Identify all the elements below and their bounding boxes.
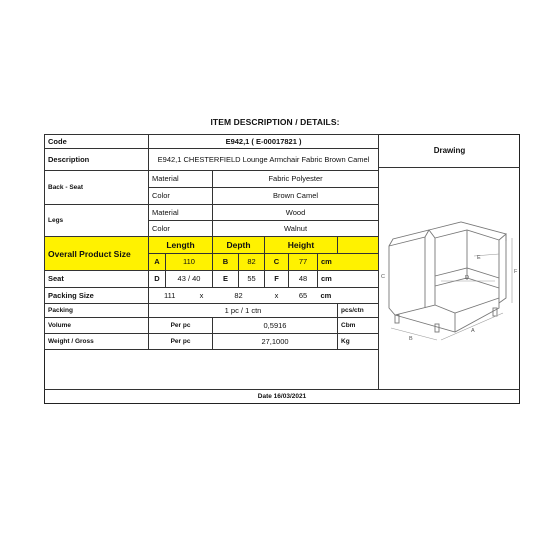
drawing-label-a: A [471,328,475,334]
volume-per: Per pc [149,318,213,334]
dim-b-value: 82 [239,254,265,271]
packing-row [45,304,379,318]
packing-size-height: 65 [289,288,318,304]
dim-d-label: D [149,271,166,288]
dim-f-label: F [265,271,289,288]
overall-unit: cm [318,254,379,271]
drawing-label-e: E [477,255,481,261]
length-header: Length [149,237,213,254]
legs-label: Legs [45,205,149,237]
armchair-drawing [379,168,521,389]
overall-size-blank [338,237,379,254]
packing-value: 1 pc / 1 ctn [149,304,338,318]
height-header: Height [265,237,338,254]
volume-value: 0,5916 [213,318,338,334]
spec-table [44,134,379,350]
code-value: E942,1 ( E-00017821 ) [149,135,379,149]
packing-unit: pcs/ctn [338,304,379,318]
weight-label: Weight / Gross [45,334,149,350]
weight-unit: Kg [338,334,379,350]
packing-label: Packing [45,304,149,318]
packing-size-row [45,288,379,304]
volume-label: Volume [45,318,149,334]
packing-size-length: 111 [149,288,191,304]
legs-material-row [45,205,379,221]
back-seat-color-key: Color [149,188,213,205]
packing-size-x2: x [265,288,289,304]
back-seat-material-value: Fabric Polyester [213,171,379,188]
date-footer: Date 16/03/2021 [44,389,520,404]
back-seat-material-key: Material [149,171,213,188]
drawing-label-c: C [381,274,385,280]
dim-c-label: C [265,254,289,271]
overall-size-label: Overall Product Size [45,237,149,271]
drawing-area [378,168,520,389]
dim-d-value: 43 / 40 [166,271,213,288]
dim-a-label: A [149,254,166,271]
drawing-label-d: D [465,275,469,281]
description-value: E942,1 CHESTERFIELD Lounge Armchair Fabric Brown Camel [149,149,379,171]
code-row [45,135,379,149]
overall-size-header-row [45,237,379,254]
dim-e-label: E [213,271,239,288]
volume-unit: Cbm [338,318,379,334]
back-seat-material-row [45,171,379,188]
legs-material-key: Material [149,205,213,221]
drawing-label-b: B [409,336,413,342]
dim-f-value: 48 [289,271,318,288]
dim-c-value: 77 [289,254,318,271]
drawing-label-f: F [514,269,518,275]
legs-material-value: Wood [213,205,379,221]
volume-row [45,318,379,334]
description-row [45,149,379,171]
weight-row [45,334,379,350]
packing-size-width: 82 [213,288,265,304]
packing-size-x1: x [191,288,213,304]
weight-value: 27,1000 [213,334,338,350]
dim-e-value: 55 [239,271,265,288]
seat-label: Seat [45,271,149,288]
packing-size-label: Packing Size [45,288,149,304]
depth-header: Depth [213,237,265,254]
page-title: ITEM DESCRIPTION / DETAILS: [210,117,340,127]
code-label: Code [45,135,149,149]
seat-unit: cm [318,271,379,288]
description-label: Description [45,149,149,171]
dim-b-label: B [213,254,239,271]
packing-size-unit: cm [318,288,379,304]
legs-color-value: Walnut [213,221,379,237]
drawing-header: Drawing [378,134,520,168]
dim-a-value: 110 [166,254,213,271]
legs-color-key: Color [149,221,213,237]
weight-per: Per pc [149,334,213,350]
back-seat-color-value: Brown Camel [213,188,379,205]
back-seat-label: Back - Seat [45,171,149,205]
seat-row [45,271,379,288]
